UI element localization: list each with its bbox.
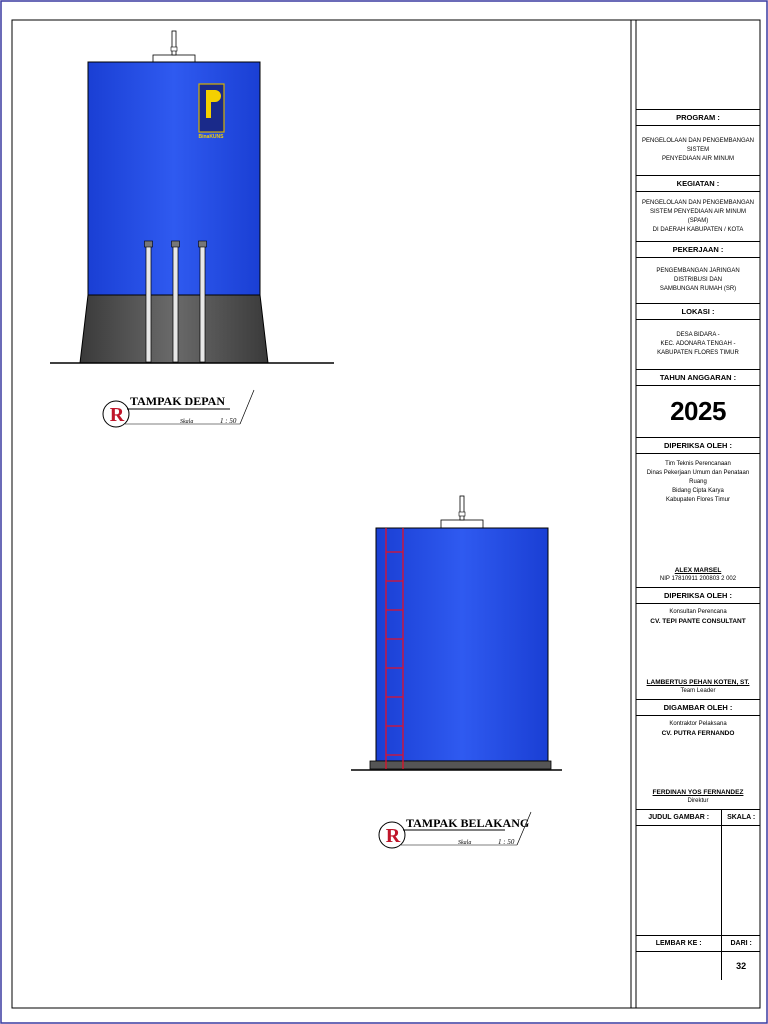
front-vent-pipe (172, 31, 176, 55)
pekerjaan-line-2: SAMBUNGAN RUMAH (SR) (659, 286, 737, 292)
valve-1 (145, 241, 153, 247)
kegiatan-text (636, 192, 760, 242)
tahun-label: TAHUN ANGGARAN : (636, 370, 760, 386)
program-line-2: PENYEDIAAN AIR MINUM (661, 156, 734, 162)
diperiksa2-section (636, 604, 760, 700)
digambar-role: Kontraktor Pelaksana (669, 721, 727, 727)
back-base-slab (370, 761, 551, 769)
digambar-org (662, 720, 735, 738)
diperiksa1-org (639, 460, 757, 505)
front-title-marker (103, 390, 254, 427)
diperiksa1-signature (660, 567, 736, 583)
pipe-3 (200, 245, 205, 362)
pekerjaan-text (636, 258, 760, 304)
diperiksa1-line-4: Kabupaten Flores Timur (665, 497, 731, 503)
front-elevation (50, 31, 334, 427)
front-title-slash (240, 390, 254, 424)
lokasi-line-2: KEC. ADONARA TENGAH - (660, 341, 736, 347)
title-block (636, 109, 760, 980)
skala-value (722, 826, 760, 935)
diperiksa1-nip: NIP 17810911 200803 2 002 (659, 576, 737, 582)
judul-skala-header (636, 810, 760, 826)
skala-label: SKALA : (727, 814, 756, 821)
lokasi-text (636, 320, 760, 370)
program-label: PROGRAM : (636, 110, 760, 126)
digambar-signature (653, 789, 744, 805)
diperiksa2-company: CV. TEPI PANTE CONSULTANT (650, 618, 746, 625)
diperiksa1-label: DIPERIKSA OLEH : (636, 438, 760, 454)
digambar-label: DIGAMBAR OLEH : (636, 700, 760, 716)
judul-skala-body (636, 826, 760, 936)
diperiksa2-label: DIPERIKSA OLEH : (636, 588, 760, 604)
pekerjaan-label: PEKERJAAN : (636, 242, 760, 258)
front-scale-value: 1 : 50 (220, 417, 237, 425)
kegiatan-line-1: PENGELOLAAN DAN PENGEMBANGAN (641, 199, 755, 206)
logo-caption: BinaKUNS (198, 134, 224, 140)
digambar-section (636, 716, 760, 810)
lembar-ke-value (636, 952, 722, 980)
pipe-1 (146, 245, 151, 362)
diperiksa1-name: ALEX MARSEL (674, 567, 722, 574)
back-manhole-cover (441, 520, 483, 528)
pipe-2 (173, 245, 178, 362)
digambar-name: FERDINAN YOS FERNANDEZ (652, 789, 744, 796)
kegiatan-line-3: DI DAERAH KABUPATEN / KOTA (652, 226, 744, 233)
back-elevation (351, 496, 562, 848)
lembar-ke-label: LEMBAR KE : (636, 936, 722, 951)
diperiksa2-org (650, 608, 745, 626)
front-marker-letter: R (109, 404, 125, 426)
diperiksa2-role: Konsultan Perencana (669, 609, 727, 615)
diperiksa1-line-3: Bidang Cipta Karya (672, 488, 724, 494)
back-scale-label: Skala (458, 840, 472, 846)
judul-gambar-value (636, 826, 722, 935)
valve-2 (172, 241, 180, 247)
kegiatan-line-2: SISTEM PENYEDIAAN AIR MINUM (SPAM) (649, 208, 746, 224)
program-text (636, 126, 760, 176)
tahun-value: 2025 (636, 386, 760, 438)
digambar-company: CV. PUTRA FERNANDO (661, 730, 735, 737)
lokasi-label: LOKASI : (636, 304, 760, 320)
dari-value: 32 (736, 961, 747, 971)
lokasi-line-3: KABUPATEN FLORES TIMUR (657, 350, 739, 356)
diperiksa2-position: Team Leader (680, 688, 716, 694)
diperiksa1-line-1: Tim Teknis Perencanaan (665, 461, 731, 467)
diperiksa2-name: LAMBERTUS PEHAN KOTEN, ST. (646, 679, 750, 686)
judul-gambar-label: JUDUL GAMBAR : (636, 810, 722, 825)
back-vent-collar (459, 512, 465, 516)
diperiksa1-line-2: Dinas Pekerjaan Umum dan Penataan Ruang (646, 470, 750, 485)
back-title: TAMPAK BELAKANG (406, 816, 530, 830)
back-title-marker (379, 812, 531, 848)
back-marker-letter: R (385, 825, 401, 847)
digambar-position: Direktur (687, 798, 709, 804)
program-line-1: PENGELOLAAN DAN PENGEMBANGAN SISTEM (641, 138, 755, 153)
dari-label: DARI : (730, 940, 752, 947)
front-title: TAMPAK DEPAN (130, 394, 225, 408)
diperiksa2-signature (647, 679, 750, 695)
pu-logo (198, 84, 224, 140)
pekerjaan-line-1: PENGEMBANGAN JARINGAN DISTRIBUSI DAN (656, 268, 740, 283)
back-scale-value: 1 : 50 (498, 838, 515, 846)
back-vent-pipe (460, 496, 464, 520)
front-vent-collar (171, 47, 177, 51)
valve-3 (199, 241, 207, 247)
front-scale-label: Skala (180, 419, 194, 425)
lembar-header (636, 936, 760, 952)
diperiksa1-section (636, 454, 760, 588)
lembar-body (636, 952, 760, 980)
kegiatan-label: KEGIATAN : (636, 176, 760, 192)
lokasi-line-1: DESA BIDARA - (676, 332, 720, 338)
